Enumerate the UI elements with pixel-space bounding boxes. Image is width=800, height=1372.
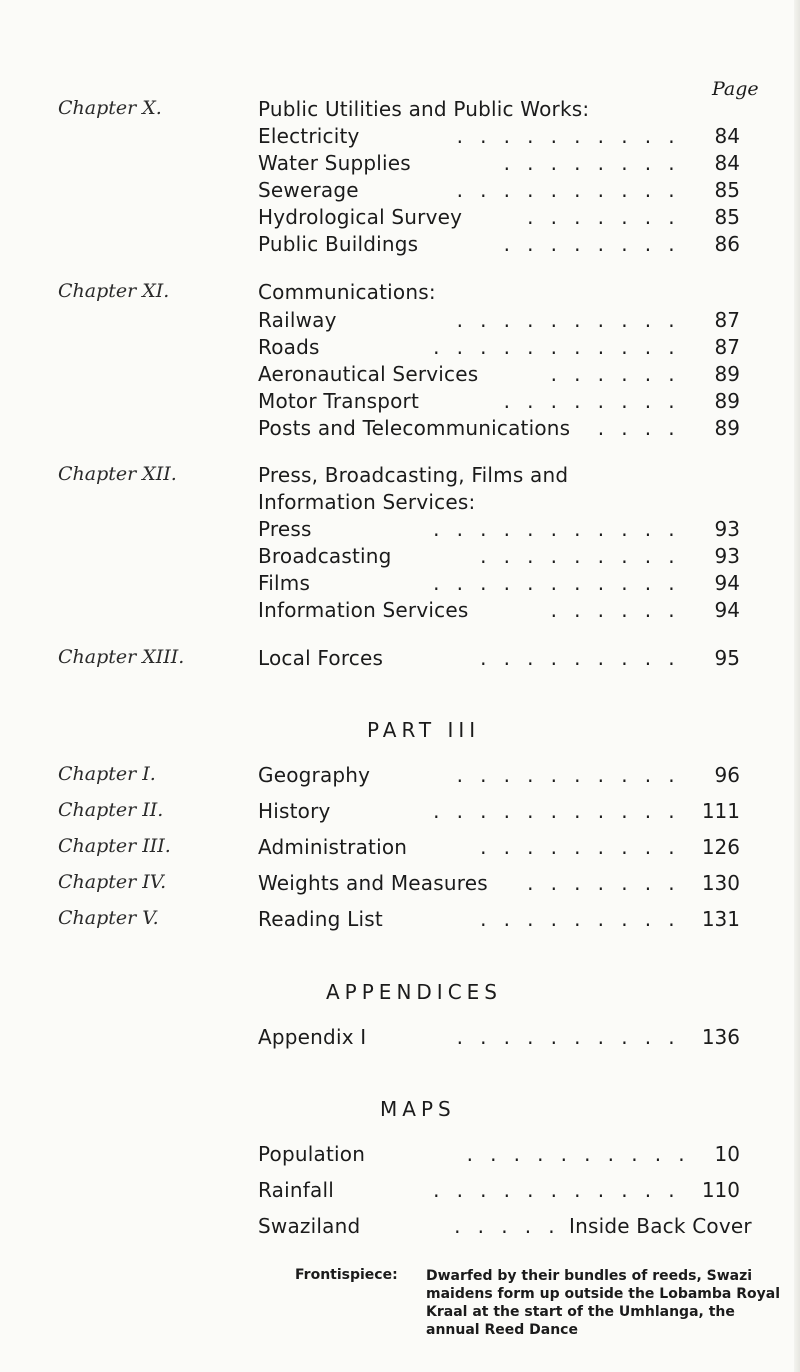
toc-entry-page: 96 xyxy=(714,763,740,787)
toc-entry-label: Sewerage xyxy=(258,178,359,202)
dot-leader: . . . . . . . xyxy=(527,871,680,895)
dot-leader: . . . . . . . . xyxy=(503,232,680,256)
dot-leader: . . . . xyxy=(597,416,680,440)
dot-leader: . . . . . . . . . . . xyxy=(433,1178,680,1202)
toc-entry-label: Roads xyxy=(258,335,320,359)
toc-entry-label: Railway xyxy=(258,308,337,332)
frontispiece-label: Frontispiece: xyxy=(295,1267,398,1283)
chapter-label: Chapter XI. xyxy=(58,280,170,302)
toc-entry-label: Rainfall xyxy=(258,1178,334,1202)
toc-entry-label: Administration xyxy=(258,835,408,859)
toc-entry-label: Local Forces xyxy=(258,646,384,670)
toc-entry-label: Films xyxy=(258,571,311,595)
toc-entry-label: Motor Transport xyxy=(258,389,419,413)
dot-leader: . . . . . . . . . . xyxy=(456,763,680,787)
toc-entry-page: 85 xyxy=(714,205,740,229)
chapter-label: Chapter II. xyxy=(58,799,164,821)
chapter-label: Chapter III. xyxy=(58,835,171,857)
section-heading: Public Utilities and Public Works: xyxy=(258,97,590,121)
dot-leader: . . . . . . . . . xyxy=(480,907,680,931)
chapter-label: Chapter V. xyxy=(58,907,159,929)
toc-entry-page: 87 xyxy=(714,308,740,332)
dot-leader: . . . . . . . . . . . xyxy=(433,799,680,823)
toc-entry-label: Appendix I xyxy=(258,1025,367,1049)
dot-leader: . . . . . . . xyxy=(527,205,680,229)
toc-entry-page: 89 xyxy=(714,416,740,440)
toc-entry-label: Electricity xyxy=(258,124,360,148)
toc-entry-page: 10 xyxy=(714,1142,740,1166)
chapter-label: Chapter XIII. xyxy=(58,646,185,668)
toc-entry-label: Reading List xyxy=(258,907,383,931)
dot-leader: . . . . . . . . . . xyxy=(466,1142,690,1166)
toc-entry-page: 126 xyxy=(701,835,740,859)
dot-leader: . . . . . . . . . xyxy=(480,835,680,859)
toc-entry-label: Weights and Measures xyxy=(258,871,488,895)
toc-entry-page: 95 xyxy=(714,646,740,670)
toc-entry-page: 84 xyxy=(714,124,740,148)
dot-leader: . . . . . . . . . xyxy=(480,544,680,568)
frontispiece-caption: Dwarfed by their bundles of reeds, Swazi maidens form up outside the Lobamba Royal Kraal at the start of the Umhlanga, the annual Reed Dance xyxy=(426,1268,780,1338)
toc-entry-label: Geography xyxy=(258,763,371,787)
toc-entry-page: 111 xyxy=(701,799,740,823)
maps-heading: MAPS xyxy=(380,1097,456,1121)
toc-entry-label: Public Buildings xyxy=(258,232,419,256)
toc-entry-label: History xyxy=(258,799,331,823)
toc-entry-page: 86 xyxy=(714,232,740,256)
toc-entry-page: 89 xyxy=(714,362,740,386)
toc-entry-page: Inside Back Cover xyxy=(569,1214,752,1238)
dot-leader: . . . . . . . . . . xyxy=(456,124,680,148)
toc-entry-page: 110 xyxy=(701,1178,740,1202)
chapter-label: Chapter XII. xyxy=(58,463,177,485)
chapter-label: Chapter I. xyxy=(58,763,156,785)
page-edge-shadow xyxy=(794,0,800,1372)
toc-entry-label: Press xyxy=(258,517,312,541)
toc-entry-page: 87 xyxy=(714,335,740,359)
toc-entry-page: 131 xyxy=(701,907,740,931)
dot-leader: . . . . . . xyxy=(550,598,680,622)
toc-entry-label: Posts and Telecommunications xyxy=(258,416,571,440)
dot-leader: . . . . . . . . . . xyxy=(456,178,680,202)
part-heading: PART III xyxy=(367,718,481,742)
toc-entry-page: 93 xyxy=(714,517,740,541)
toc-entry-label: Swaziland xyxy=(258,1214,361,1238)
toc-entry-page: 84 xyxy=(714,151,740,175)
toc-entry-page: 89 xyxy=(714,389,740,413)
dot-leader: . . . . . . . . . . . xyxy=(433,517,680,541)
dot-leader: . . . . . . . . . xyxy=(480,646,680,670)
appendices-heading: APPENDICES xyxy=(326,980,502,1004)
dot-leader: . . . . . . . . . . xyxy=(456,1025,680,1049)
toc-entry-label: Broadcasting xyxy=(258,544,392,568)
dot-leader: . . . . . . . . xyxy=(503,151,680,175)
section-heading: Press, Broadcasting, Films and xyxy=(258,463,569,487)
chapter-label: Chapter X. xyxy=(58,97,162,119)
section-heading: Information Services: xyxy=(258,490,476,514)
toc-entry-page: 94 xyxy=(714,571,740,595)
chapter-label: Chapter IV. xyxy=(58,871,167,893)
page-column-label: Page xyxy=(712,78,759,100)
toc-entry-label: Information Services xyxy=(258,598,469,622)
toc-entry-page: 94 xyxy=(714,598,740,622)
dot-leader: . . . . . . . . . . . xyxy=(433,571,680,595)
toc-entry-page: 136 xyxy=(701,1025,740,1049)
dot-leader: . . . . . xyxy=(454,1214,560,1238)
toc-entry-page: 93 xyxy=(714,544,740,568)
toc-entry-page: 130 xyxy=(701,871,740,895)
dot-leader: . . . . . . . . . . . xyxy=(433,335,680,359)
dot-leader: . . . . . . . . xyxy=(503,389,680,413)
section-heading: Communications: xyxy=(258,280,436,304)
toc-entry-label: Population xyxy=(258,1142,366,1166)
toc-entry-label: Aeronautical Services xyxy=(258,362,479,386)
toc-entry-label: Water Supplies xyxy=(258,151,411,175)
toc-entry-page: 85 xyxy=(714,178,740,202)
dot-leader: . . . . . . xyxy=(550,362,680,386)
toc-entry-label: Hydrological Survey xyxy=(258,205,463,229)
dot-leader: . . . . . . . . . . xyxy=(456,308,680,332)
